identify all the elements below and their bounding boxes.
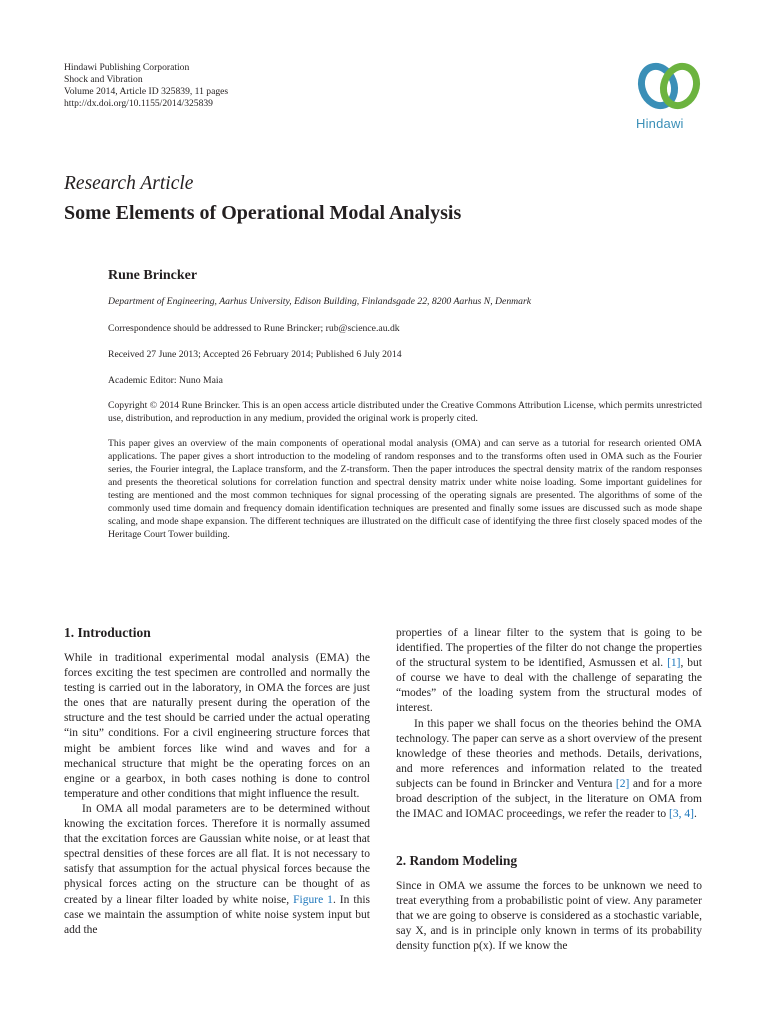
correspondence: Correspondence should be addressed to Rune Brincker; rub@science.au.dk [108,323,400,334]
right-paragraph-2-text: In this paper we shall focus on the theories behind the OMA technology. The paper can serve as a short overview of the present knowledge of these theories and methods. Details, derivations, and more references and information related to the treated subjects can be found in Brincker and Ventura [396,717,702,790]
article-type: Research Article [64,173,194,194]
right-column-body [396,626,702,822]
volume-info: Volume 2014, Article ID 325839, 11 pages [64,86,229,97]
ref-3-4-link[interactable]: [3, 4] [669,808,694,821]
journal-header [64,62,228,110]
random-modeling-body [396,879,702,954]
section-heading-random-modeling: 2. Random Modeling [396,853,518,868]
left-column-body [64,651,370,938]
intro-paragraph-2-end: . In this case we maintain the assumption of white noise system input but add the [64,893,370,936]
publisher-name: Hindawi Publishing Corporation [64,62,190,73]
copyright-notice: Copyright © 2014 Rune Brincker. This is an open access article distributed under the Creative Commons Attribution License, which permits unrestricted use, distribution, and reproduction in any medium, provided the original work is properly cited. [108,400,702,424]
section-heading-introduction: 1. Introduction [64,625,151,640]
intro-paragraph-1: While in traditional experimental modal analysis (EMA) the forces exciting the test specimen are controlled and normally the testing is carried out in the laboratory, in OMA the forces are just the ones that are naturally present during the operation of the structure and the test should be carried under the actual operating “in situ” conditions. For a civil engineering structure forces that might be ambient forces like wind and waves and for a mechanical structure that might be the operating forces on an engine or a gearbox, in both cases nothing is done to control temperature and other conditions that might influence the result. [64,652,370,800]
intro-paragraph-2 [64,802,370,938]
journal-name: Shock and Vibration [64,74,143,85]
right-paragraph-1-text: properties of a linear filter to the system that is going to be identified. The properties of the filter do not change the properties of the structural system to be identified, Asmussen et al. [396,627,702,670]
author-affiliation: Department of Engineering, Aarhus University, Edison Building, Finlandsgade 22, 8200 Aarhus N, Denmark [108,296,532,307]
random-modeling-paragraph: Since in OMA we assume the forces to be unknown we need to treat everything from a probabilistic point of view. Any parameter that we are going to observe is considered as a stochastic variable, say X, and is in principle only known in terms of its probability density function p(x). If we know the [396,880,702,953]
ref-1-link[interactable]: [1] [667,657,681,670]
article-title: Some Elements of Operational Modal Analysis [64,202,462,224]
ref-2-link[interactable]: [2] [615,777,630,790]
author-name: Rune Brincker [108,268,198,283]
figure-1-link[interactable]: Figure 1 [293,893,333,906]
intro-paragraph-2-text: In OMA all modal parameters are to be determined without knowing the excitation forces. Therefore it is normally assumed that the excitation forces are Gaussian white noise, or at least that spectral densities of these forces are all flat. It is not necessary to satisfy that assumption for the actual physical forces because the physical forces acting on the structure can be thought of as created by a linear filter loaded by white noise, [64,802,370,906]
hindawi-logo-text: Hindawi [636,116,684,131]
abstract: This paper gives an overview of the main components of operational modal analysis (OMA) and can serve as a tutorial for research oriented OMA applications. The paper gives a short introduction to the modeling of random responses and to the transforms often used in OMA such as the Fourier series, the Fourier integral, the Laplace transform, and the Z-transform. Then the paper introduces the spectral density matrix of the random responses and presents the theoretical solutions for correlation function and spectral density matrix under white noise loading. Some important guidelines for testing are mentioned and the most common techniques for signal processing of the operating signals are presented. The algorithms of some of the commonly used time domain and frequency domain identification techniques are presented and finally some issues are discussed such as mode shape scaling, and mode shape expansion. The different techniques are illustrated on the difficult case of identifying the three first closely spaced modes of the Heritage Court Tower building. [108,438,702,540]
right-paragraph-2-mid: and for a more broad description of the subject, in the literature on OMA from the IMAC and IOMAC proceedings, we refer the reader to [396,777,703,821]
right-paragraph-2-end: . [693,808,697,821]
doi-link[interactable]: http://dx.doi.org/10.1155/2014/325839 [64,98,213,109]
right-paragraph-2 [396,717,702,823]
right-paragraph-1 [396,626,702,717]
right-paragraph-1-end: , but of course we have to deal with the challenge of separating the “modes” of the loading system from the structural modes of interest. [396,657,702,715]
academic-editor: Academic Editor: Nuno Maia [108,375,223,386]
publication-dates: Received 27 June 2013; Accepted 26 February 2014; Published 6 July 2014 [108,349,402,360]
